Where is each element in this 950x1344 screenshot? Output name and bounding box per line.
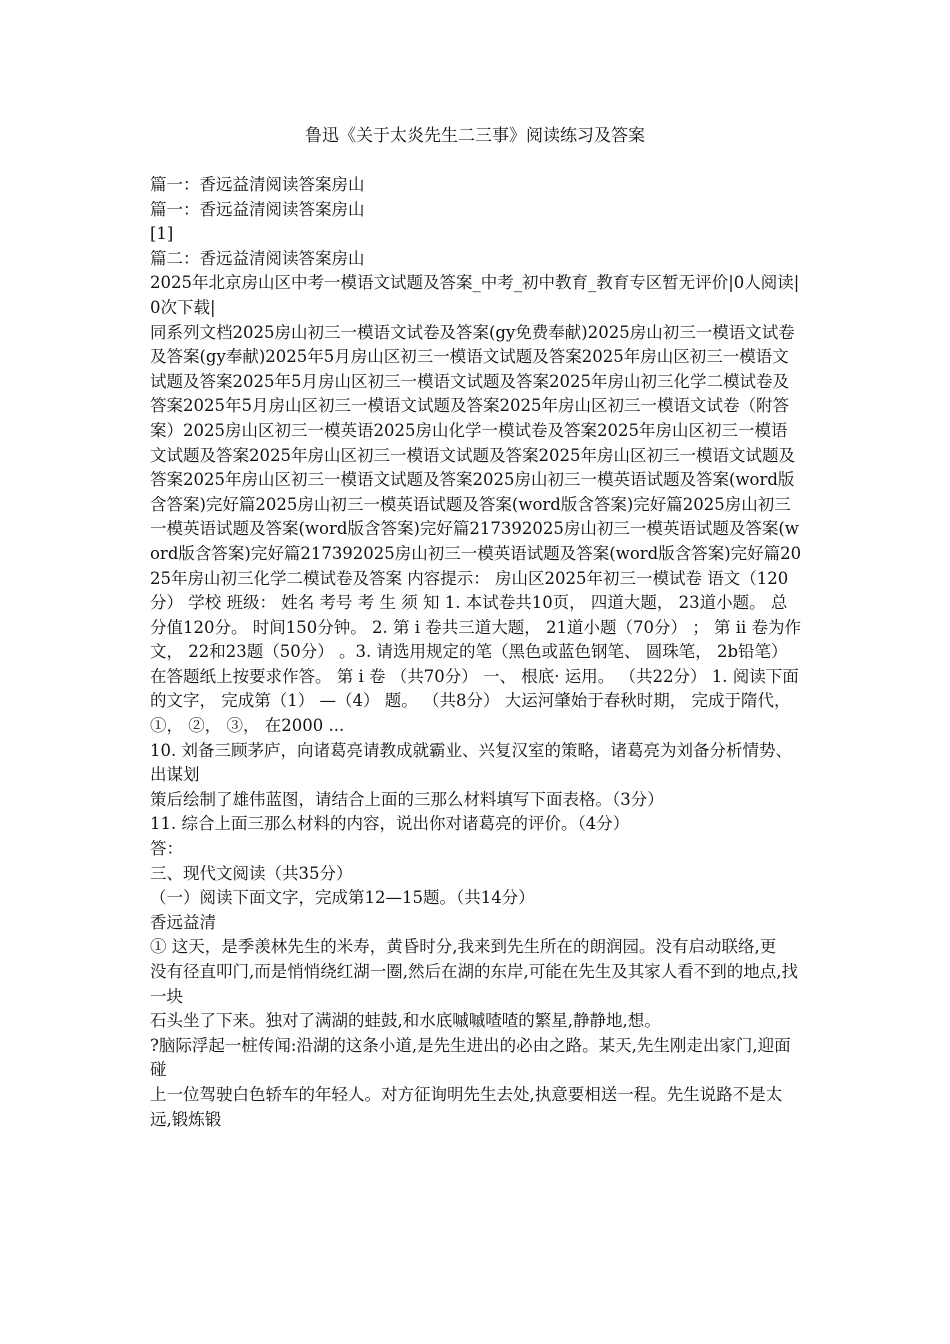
paragraph-15: 没有径直叩门,而是悄悄绕红湖一圈,然后在湖的东岸,可能在先生及其家人看不到的地点,找一块 bbox=[150, 962, 798, 1006]
paragraph-17: ?脑际浮起一桩传闻:沿湖的这条小道,是先生进出的必由之路。某天,先生刚走出家门,迎面碰 bbox=[150, 1035, 791, 1080]
paragraph-3: [1] bbox=[150, 224, 174, 244]
paragraph-16: 石头坐了下来。独对了满湖的蛙鼓,和水底嘁嘁喳喳的繁星,静静地,想。 bbox=[150, 1011, 661, 1031]
paragraph-10: 答： bbox=[150, 839, 183, 859]
paragraph-7: 10. 刘备三顾茅庐，向诸葛亮请教成就霸业、兴复汉室的策略，诸葛亮为刘备分析情势、出谋划 bbox=[150, 740, 792, 785]
paragraph-12: （一）阅读下面文字，完成第12—15题。（共14分） bbox=[150, 888, 535, 908]
paragraph-8: 策后绘制了雄伟蓝图，请结合上面的三那么材料填写下面表格。（3分） bbox=[150, 789, 664, 809]
paragraph-11: 三、现代文阅读（共35分） bbox=[150, 863, 353, 883]
paragraph-9: 11. 综合上面三那么材料的内容，说出你对诸葛亮的评价。（4分） bbox=[150, 814, 630, 834]
paragraph-5: 2025年北京房山区中考一模语文试题及答案_中考_初中教育_教育专区暂无评价|0人阅读|0次下载| bbox=[150, 273, 800, 317]
paragraph-14: ① 这天，是季羡林先生的米寿，黄昏时分,我来到先生所在的朗润园。没有启动联络,更 bbox=[150, 937, 777, 957]
document-body bbox=[150, 173, 802, 1132]
paragraph-6: 同系列文档2025房山初三一模语文试卷及答案(gy免费奉献)2025房山初三一模语文试卷及答案(gy奉献)2025年5月房山区初三一模语文试题及答案2025年房山区初三一模语文试题及答案2025年5月房山区初三一模语文试题及答案2025年房山初三化学二模试卷及答案2025年5月房山区初三一模语文试题及答案2025年房山区初三一模语文试卷（附答案）2025房山区初三一模英语2025房山化学一模试卷及答案2025年房山区初三一模语文试题及答案2025年房山区初三一模语文试题及答案2025年房山区初三一模语文试题及答案2025年房山区初三一模语文试题及答案2025房山初三一模英语试题及答案(word版含答案)完好篇2025房山初三一模英语试题及答案(word版含答案)完好篇2025房山初三一模英语试题及答案(word版含答案)完好篇217392025房山初三一模英语试题及答案(word版含答案)完好篇217392025房山初三一模英语试题及答案(word版含答案)完好篇2025年房山初三化学二模试卷及答案 内容提示： 房山区2025年初三一模试卷 语文（120分） 学校 班级： 姓名 考号 考 生 须 知 1. 本试卷共10页， 四道大题， 23道小题。 总分值120分。 时间150分钟。 2. 第 i 卷共三道大题， 21道小题（70分） ； 第 ii 卷为作文， 22和23题（50分） 。3. 请选用规定的笔（黑色或蓝色钢笔、 圆珠笔， 2b铅笔） 在答题纸上按要求作答。 第 i 卷 （共70分） 一、 根底· 运用。 （共22分） 1. 阅读下面的文字， 完成第（1） —（4） 题。 （共8分） 大运河肇始于春秋时期， 完成于隋代， ①， ②， ③， 在2000 ... bbox=[150, 322, 802, 736]
paragraph-2: 篇一：香远益清阅读答案房山 bbox=[150, 199, 365, 219]
paragraph-4: 篇二：香远益清阅读答案房山 bbox=[150, 248, 365, 268]
paragraph-13: 香远益清 bbox=[150, 912, 216, 932]
paragraph-18: 上一位驾驶白色轿车的年轻人。对方征询明先生去处,执意要相送一程。先生说路不是太远,锻炼锻 bbox=[150, 1084, 783, 1129]
paragraph-1: 篇一：香远益清阅读答案房山 bbox=[150, 175, 365, 194]
document-title: 鲁迅《关于太炎先生二三事》阅读练习及答案 bbox=[305, 126, 645, 146]
